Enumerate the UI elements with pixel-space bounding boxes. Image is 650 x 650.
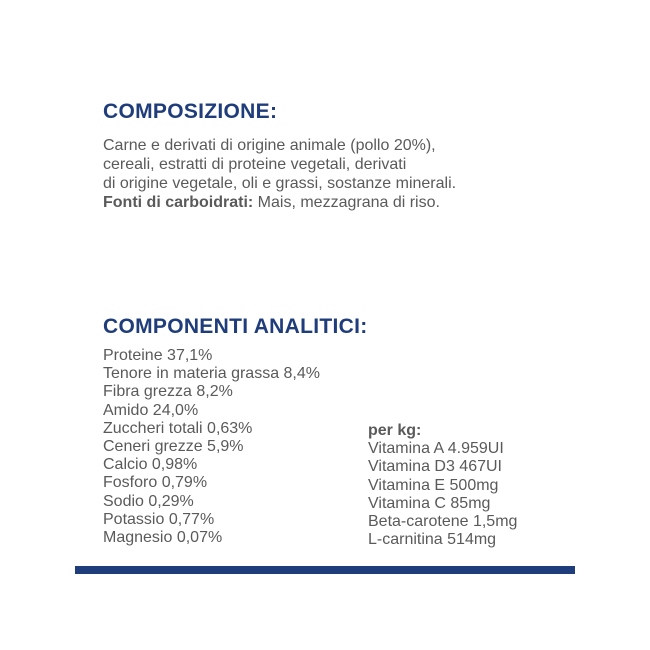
analytic-item: Zuccheri totali 0,63% xyxy=(103,419,253,437)
vitamin-item: Beta-carotene 1,5mg xyxy=(368,513,518,531)
analytic-item: Tenore in materia grassa 8,4% xyxy=(103,365,320,383)
vitamin-item: L-carnitina 514mg xyxy=(368,531,497,549)
composition-heading: COMPOSIZIONE: xyxy=(103,100,278,123)
carbohydrate-label: Fonti di carboidrati: xyxy=(103,194,254,211)
per-kg-label: per kg: xyxy=(368,422,422,439)
analytic-item: Amido 24,0% xyxy=(103,401,199,419)
analytic-item: Potassio 0,77% xyxy=(103,510,215,528)
composition-line: Carne e derivati di origine animale (pollo 20%), xyxy=(103,137,436,154)
composition-text xyxy=(103,136,456,212)
analytic-item: Fibra grezza 8,2% xyxy=(103,383,233,401)
footer-divider-bar xyxy=(75,566,575,574)
carbohydrate-value: Mais, mezzagrana di riso. xyxy=(253,194,440,211)
analytic-item: Magnesio 0,07% xyxy=(103,529,223,547)
vitamins-per-kg xyxy=(368,422,517,549)
analytic-item: Sodio 0,29% xyxy=(103,492,194,510)
analytic-item: Proteine 37,1% xyxy=(103,347,213,364)
vitamin-item: Vitamina E 500mg xyxy=(368,476,499,494)
analytic-components-list xyxy=(103,347,320,547)
carbohydrate-sources xyxy=(103,193,456,212)
composition-line: cereali, estratti di proteine vegetali, derivati xyxy=(103,156,407,173)
analytic-item: Calcio 0,98% xyxy=(103,456,198,474)
vitamin-list xyxy=(368,440,517,549)
analytic-item: Ceneri grezze 5,9% xyxy=(103,438,244,456)
analytic-item: Fosforo 0,79% xyxy=(103,474,208,492)
vitamin-item: Vitamina D3 467UI xyxy=(368,458,502,476)
composition-line: di origine vegetale, oli e grassi, sostanze minerali. xyxy=(103,175,457,192)
vitamin-item: Vitamina A 4.959UI xyxy=(368,440,504,458)
analytics-heading: COMPONENTI ANALITICI: xyxy=(103,315,368,338)
vitamin-item: Vitamina C 85mg xyxy=(368,494,491,512)
